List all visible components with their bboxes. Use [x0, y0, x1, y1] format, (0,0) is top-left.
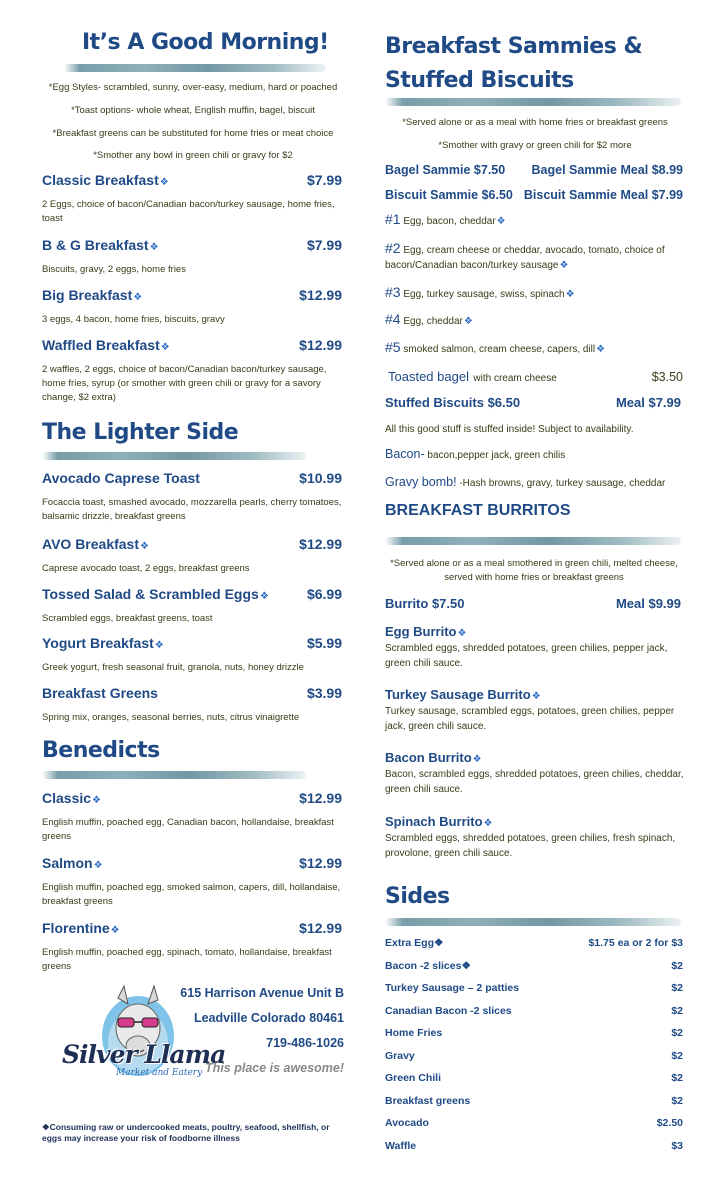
sammie-option [385, 241, 683, 273]
diamond-icon: ❖ [159, 177, 169, 188]
item-price: $12.99 [299, 337, 342, 353]
toasted-bagel-label: Toasted bagel [388, 369, 469, 384]
item-name: Tossed Salad & Scrambled Eggs [42, 586, 259, 602]
toasted-bagel-price: $3.50 [651, 370, 683, 384]
burrito-desc: Scrambled eggs, shredded potatoes, green chilies, pepper jack, green chili sauce. [385, 643, 668, 669]
menu-item [42, 337, 342, 405]
item-desc: Focaccia toast, smashed avocado, mozzarella pearls, cherry tomatoes, balsamic drizzle, breakfast greens [42, 497, 342, 522]
side-item [385, 932, 683, 955]
side-name: Gravy [385, 1049, 415, 1062]
item-desc: English muffin, poached egg, Canadian bacon, hollandaise, breakfast greens [42, 817, 334, 842]
burrito-desc: Turkey sausage, scrambled eggs, potatoes, green chilies, pepper jack, green chili sauce. [385, 706, 675, 732]
diamond-icon: ❖ [565, 289, 575, 300]
item-desc: Spring mix, oranges, seasonal berries, nuts, citrus vinaigrette [42, 712, 300, 723]
menu-item [42, 635, 342, 675]
burrito-desc: Bacon, scrambled eggs, shredded potatoes, green chilies, cheddar, green chili sauce. [385, 769, 684, 795]
item-price: $12.99 [299, 287, 342, 303]
side-price: $2 [671, 982, 683, 995]
option-number: #4 [385, 311, 401, 327]
item-desc: 2 waffles, 2 eggs, choice of bacon/Canadian bacon/turkey sausage, home fries, syrup (or smother with green chili or gravy for a savory change, $2 extra) [42, 364, 327, 403]
gravy-bomb [385, 475, 683, 491]
side-name: Turkey Sausage – 2 patties [385, 982, 520, 995]
item-desc: Caprese avocado toast, 2 eggs, breakfast greens [42, 563, 250, 574]
menu-item [42, 685, 342, 725]
item-price: $12.99 [299, 790, 342, 806]
section-title-burritos: BREAKFAST BURRITOS [385, 502, 571, 519]
sammie-prices-row [385, 163, 683, 177]
side-item [385, 977, 683, 1000]
silver-llama-logo [62, 984, 236, 1094]
section-title-sammies [385, 30, 642, 98]
stuffed-biscuits-row [385, 395, 681, 410]
burrito-name: Egg Burrito [385, 624, 457, 639]
option-text: Egg, bacon, cheddar [403, 216, 496, 227]
menu-item [42, 287, 342, 327]
phone-number: 719-486-1026 [266, 1036, 344, 1050]
gravy-bomb-desc: -Hash browns, gravy, turkey sausage, cheddar [459, 478, 666, 489]
diamond-icon: ❖ [154, 640, 164, 651]
brush-divider [385, 537, 681, 545]
note: *Toast options- whole wheat, English muffin, bagel, biscuit [71, 105, 315, 116]
menu-item [42, 586, 342, 626]
note: *Egg Styles- scrambled, sunny, over-easy, medium, hard or poached [48, 82, 338, 93]
item-desc: 2 Eggs, choice of bacon/Canadian bacon/turkey sausage, home fries, toast [42, 199, 335, 224]
diamond-icon: ❖ [259, 591, 269, 602]
title-line: Stuffed Biscuits [385, 68, 574, 93]
side-name: Waffle [385, 1139, 417, 1152]
burrito-item [385, 750, 685, 797]
section-title-lighter-side: The Lighter Side [42, 420, 239, 445]
item-desc: Greek yogurt, fresh seasonal fruit, granola, nuts, honey drizzle [42, 662, 304, 673]
item-name: Salmon [42, 855, 93, 871]
diamond-icon: ❖ [93, 860, 103, 871]
side-name: Canadian Bacon -2 slices [385, 1004, 512, 1017]
item-name: Yogurt Breakfast [42, 635, 154, 651]
side-item [385, 1135, 683, 1158]
menu-item [42, 855, 342, 909]
side-item [385, 1090, 683, 1113]
burrito-desc: Scrambled eggs, shredded potatoes, green chilies, fresh spinach, provolone, green chili sauce. [385, 833, 676, 859]
brush-divider [42, 452, 306, 460]
section-title-sides: Sides [385, 884, 450, 909]
item-price: $12.99 [299, 855, 342, 871]
toasted-bagel-desc: with cream cheese [473, 373, 557, 384]
item-desc: Biscuits, gravy, 2 eggs, home fries [42, 264, 186, 275]
bacon-biscuit [385, 447, 683, 463]
diamond-icon: ❖ [531, 691, 541, 702]
logo-subtext: Market and Eatery [116, 1068, 203, 1078]
option-number: #5 [385, 339, 401, 355]
address-line-2: Leadville Colorado 80461 [193, 1011, 344, 1025]
side-item [385, 1112, 683, 1135]
diamond-icon: ❖ [496, 216, 506, 227]
side-name: Avocado [385, 1117, 429, 1130]
item-desc: Scrambled eggs, breakfast greens, toast [42, 613, 213, 624]
side-item [385, 1022, 683, 1045]
burritos-note: *Served alone or as a meal smothered in green chili, melted cheese, served with home fries or breakfast greens [390, 558, 678, 583]
menu-item [42, 237, 342, 277]
menu-item [42, 790, 342, 844]
burrito-name: Bacon Burrito [385, 750, 472, 765]
side-price: $2.50 [656, 1117, 683, 1130]
option-number: #2 [385, 240, 401, 256]
item-desc: English muffin, poached egg, smoked salmon, capers, dill, hollandaise, breakfast greens [42, 882, 341, 907]
diamond-icon: ❖ [472, 754, 482, 765]
side-price: $2 [671, 1004, 683, 1017]
menu-item [42, 470, 342, 524]
option-number: #3 [385, 284, 401, 300]
toasted-bagel-row [388, 368, 683, 386]
menu-item [42, 536, 342, 576]
item-name: Waffled Breakfast [42, 337, 160, 353]
section-title-benedicts: Benedicts [42, 738, 160, 763]
item-name: Classic Breakfast [42, 172, 159, 188]
biscuit-prices-row [385, 188, 683, 202]
side-price: $3 [671, 1139, 683, 1152]
item-name: B & G Breakfast [42, 237, 149, 253]
burrito-name: Turkey Sausage Burrito [385, 687, 531, 702]
side-item [385, 1045, 683, 1068]
sides-list [385, 932, 683, 1157]
gravy-bomb-label: Gravy bomb! [385, 475, 457, 489]
stuffed-biscuits-meal: Meal $7.99 [615, 395, 681, 410]
stuffed-note: All this good stuff is stuffed inside! Subject to availability. [385, 424, 634, 435]
side-name: Green Chili [385, 1072, 442, 1085]
burrito-name: Spinach Burrito [385, 814, 483, 829]
bacon-biscuit-desc: bacon,pepper jack, green chilis [427, 450, 566, 461]
option-number: #1 [385, 211, 401, 227]
foodborne-disclaimer: ❖Consuming raw or undercooked meats, poultry, seafood, shellfish, or eggs may increase your risk of foodborne illness [42, 1122, 330, 1143]
side-item [385, 1067, 683, 1090]
item-name: Florentine [42, 920, 110, 936]
diamond-icon: ❖ [559, 260, 569, 271]
item-name: AVO Breakfast [42, 536, 140, 552]
sammie-option [385, 340, 683, 357]
side-price: $2 [671, 1094, 683, 1107]
diamond-icon: ❖ [92, 795, 102, 806]
option-text: Egg, cream cheese or cheddar, avocado, tomato, choice of bacon/Canadian bacon/turkey sausage [385, 245, 665, 271]
burrito-item [385, 814, 685, 861]
side-item [385, 955, 683, 978]
bagel-sammie-price: Bagel Sammie $7.50 [385, 163, 506, 177]
item-name: Classic [42, 790, 92, 806]
side-name: Breakfast greens [385, 1094, 471, 1107]
brush-divider [42, 771, 306, 779]
side-price: $2 [671, 1072, 683, 1085]
side-price: $1.75 ea or 2 for $3 [588, 937, 683, 950]
menu-item [42, 920, 342, 974]
biscuit-meal-price: Biscuit Sammie Meal $7.99 [523, 188, 683, 202]
note: *Served alone or as a meal with home fries or breakfast greens [402, 117, 668, 128]
bagel-meal-price: Bagel Sammie Meal $8.99 [531, 163, 683, 177]
item-price: $10.99 [299, 470, 342, 486]
sammie-option [385, 285, 683, 302]
diamond-icon: ❖ [160, 342, 170, 353]
address-line-1: 615 Harrison Avenue Unit B [180, 986, 344, 1000]
item-name: Avocado Caprese Toast [42, 470, 200, 486]
side-name: Home Fries [385, 1027, 443, 1040]
item-price: $12.99 [299, 920, 342, 936]
note: *Smother with gravy or green chili for $2 more [438, 140, 632, 151]
item-desc: 3 eggs, 4 bacon, home fries, biscuits, gravy [42, 314, 225, 325]
section-title-good-morning: It’s A Good Morning! [82, 30, 329, 55]
option-text: Egg, turkey sausage, swiss, spinach [403, 289, 565, 300]
item-price: $3.99 [306, 685, 342, 701]
note: *Smother any bowl in green chili or gravy for $2 [93, 150, 293, 161]
option-text: Egg, cheddar [403, 316, 463, 327]
item-desc: English muffin, poached egg, spinach, tomato, hollandaise, breakfast greens [42, 947, 332, 972]
brush-divider [385, 98, 681, 106]
biscuit-sammie-price: Biscuit Sammie $6.50 [385, 188, 513, 202]
brush-divider [64, 64, 326, 72]
option-text: smoked salmon, cream cheese, capers, dill [403, 344, 596, 355]
item-price: $5.99 [306, 635, 342, 651]
burrito-item [385, 687, 685, 734]
item-name: Breakfast Greens [42, 685, 158, 701]
side-name: Extra Egg❖ [385, 937, 444, 950]
sammie-option [385, 312, 683, 329]
diamond-icon: ❖ [463, 316, 473, 327]
side-price: $2 [671, 1027, 683, 1040]
burrito-meal-price: Meal $9.99 [615, 596, 681, 611]
bacon-biscuit-label: Bacon- [385, 447, 425, 461]
item-price: $7.99 [306, 172, 342, 188]
title-line: Breakfast Sammies & [385, 34, 643, 59]
logo-text: Silver Llama [62, 1040, 226, 1069]
side-name: Bacon -2 slices❖ [385, 959, 471, 972]
item-price: $7.99 [306, 237, 342, 253]
side-price: $2 [671, 1049, 683, 1062]
diamond-icon: ❖ [140, 541, 149, 552]
item-price: $12.99 [299, 536, 342, 552]
diamond-icon: ❖ [110, 925, 120, 936]
menu-item [42, 172, 342, 226]
diamond-icon: ❖ [133, 292, 143, 303]
diamond-icon: ❖ [596, 344, 606, 355]
item-price: $6.99 [306, 586, 342, 602]
stuffed-biscuits-price: Stuffed Biscuits $6.50 [385, 395, 521, 410]
tagline: This place is awesome! [205, 1061, 344, 1075]
diamond-icon: ❖ [457, 628, 467, 639]
diamond-icon: ❖ [149, 242, 159, 253]
burrito-price: Burrito $7.50 [385, 596, 465, 611]
side-item [385, 1000, 683, 1023]
side-price: $2 [671, 959, 683, 972]
brush-divider [385, 918, 681, 926]
diamond-icon: ❖ [483, 818, 493, 829]
sammie-option [385, 212, 683, 229]
burrito-item [385, 624, 685, 671]
burrito-prices-row [385, 596, 681, 611]
item-name: Big Breakfast [42, 287, 133, 303]
note: *Breakfast greens can be substituted for home fries or meat choice [52, 128, 334, 139]
